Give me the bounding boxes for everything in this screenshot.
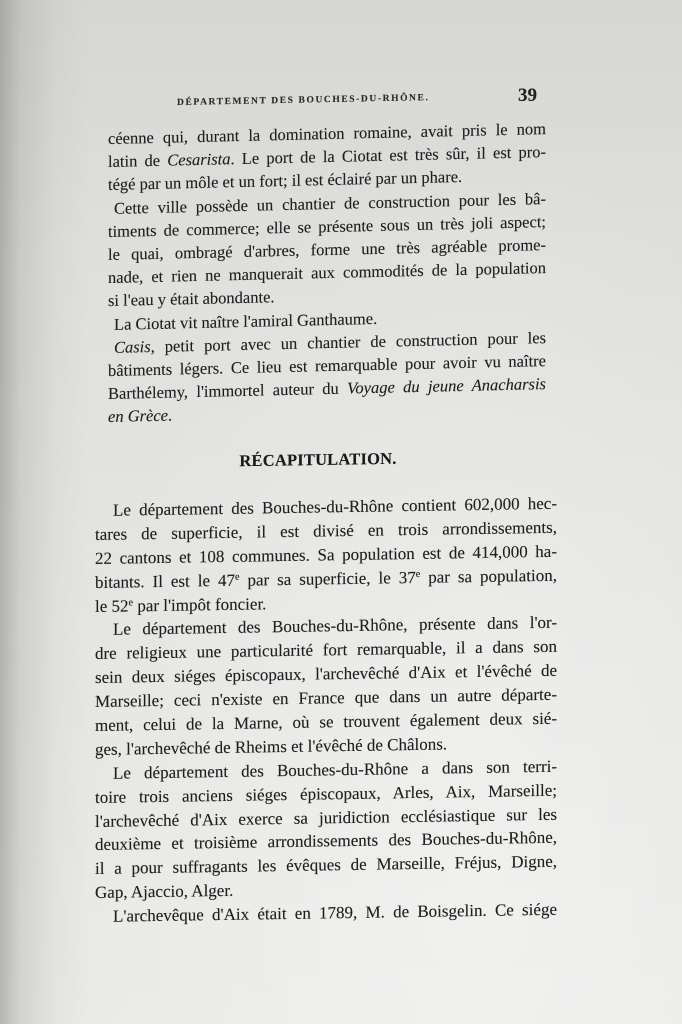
- italic-text: Cesarista: [167, 149, 231, 170]
- text-run: si l'eau y était abondante.: [108, 287, 275, 311]
- body-text: [108, 117, 546, 428]
- text-run: Le département des Bouches-du-Rhône a dans son terri-: [113, 756, 557, 783]
- text-run: timents de commerce; elle se présente sous un très joli aspect;: [108, 211, 546, 241]
- text-run: nade, et rien ne manquerait aux commodités de la population: [108, 258, 546, 288]
- text-run: .: [168, 405, 173, 425]
- text-run: dre religieux une particularité fort remarquable, il a dans son: [95, 637, 557, 664]
- paragraph: [108, 117, 546, 197]
- text-run: bitants. Il est le 47: [95, 570, 235, 592]
- paragraph: [108, 187, 546, 313]
- text-run: Le département des Bouches-du-Rhône, présente dans l'or-: [113, 613, 557, 640]
- text-run: le quai, ombragé d'arbres, forme une très agréable prome-: [108, 234, 546, 264]
- text-run: deuxième et troisième arrondissements des Bouches-du-Rhône,: [95, 828, 557, 855]
- italic-text: Casis: [114, 336, 151, 357]
- text-run: Marseille; ceci n'existe en France que dans un autre départe-: [95, 684, 557, 712]
- text-run: ment, celui de la Marne, où se trouvent également deux sié-: [95, 708, 557, 736]
- text-run: latin de: [108, 150, 168, 172]
- text-run: le 52: [95, 596, 129, 616]
- text-run: L'archevêque d'Aix était en 1789, M. de Boisgelin. Ce siége: [113, 899, 557, 926]
- text-run: Cette ville possède un chantier de construction pour les bâ-: [114, 188, 546, 218]
- text-run: par sa superficie, le 37: [239, 567, 416, 590]
- ordinal-superscript: e: [128, 597, 134, 609]
- text-run: par l'impôt foncier.: [133, 593, 267, 615]
- section-heading: RÉCAPITULATION.: [239, 448, 397, 471]
- text-run: Le département des Bouches-du-Rhône contient 602,000 hec-: [113, 493, 557, 520]
- text-run: toire trois anciens siéges épiscopaux, Arles, Aix, Marseille;: [95, 780, 557, 807]
- ordinal-superscript: e: [415, 568, 421, 581]
- text-run: bâtiments légers. Ce lieu est remarquable pour avoir vu naître: [108, 350, 546, 380]
- paragraph: [95, 755, 557, 906]
- paragraph: [95, 611, 557, 762]
- text-run: Gap, Ajaccio, Alger.: [95, 881, 234, 903]
- italic-text: en Grèce: [108, 405, 169, 427]
- page-number: 39: [518, 85, 537, 106]
- text-run: Barthélemy, l'immortel auteur du: [108, 378, 348, 404]
- text-run: , petit port avec un chantier de construction pour les: [150, 327, 546, 356]
- paragraph: [95, 492, 557, 619]
- running-head: DÉPARTEMENT DES BOUCHES-DU-RHÔNE.: [177, 93, 430, 108]
- text-run: La Ciotat vit naître l'amiral Ganthaume.: [114, 308, 378, 334]
- text-run: par sa population,: [420, 565, 557, 587]
- text-run: 22 cantons et 108 communes. Sa population est de 414,000 ha-: [95, 541, 557, 568]
- text-run: ges, l'archevêché de Rheims et l'évêché de Châlons.: [95, 734, 448, 759]
- ordinal-superscript: e: [234, 571, 240, 583]
- text-run: céenne qui, durant la domination romaine, avait pris le nom: [108, 119, 546, 148]
- paragraph: [108, 326, 546, 429]
- text-run: il a pour suffragants les évêques de Marseille, Fréjus, Digne,: [95, 852, 557, 879]
- text-run: l'archevêché d'Aix exerce sa juridiction ecclésiastique sur les: [95, 804, 557, 831]
- text-run: . Le port de la Ciotat est très sûr, il est pro-: [230, 142, 546, 169]
- recapitulation-text: [95, 492, 557, 929]
- italic-text: Voyage du jeune Anacharsis: [347, 374, 546, 398]
- text-run: tares de superficie, il est divisé en trois arrondissements,: [95, 517, 557, 544]
- text-run: tégé par un môle et un fort; il est éclairé par un phare.: [108, 167, 463, 195]
- text-run: sein deux siéges épiscopaux, l'archevêché d'Aix et l'évêché de: [95, 660, 557, 688]
